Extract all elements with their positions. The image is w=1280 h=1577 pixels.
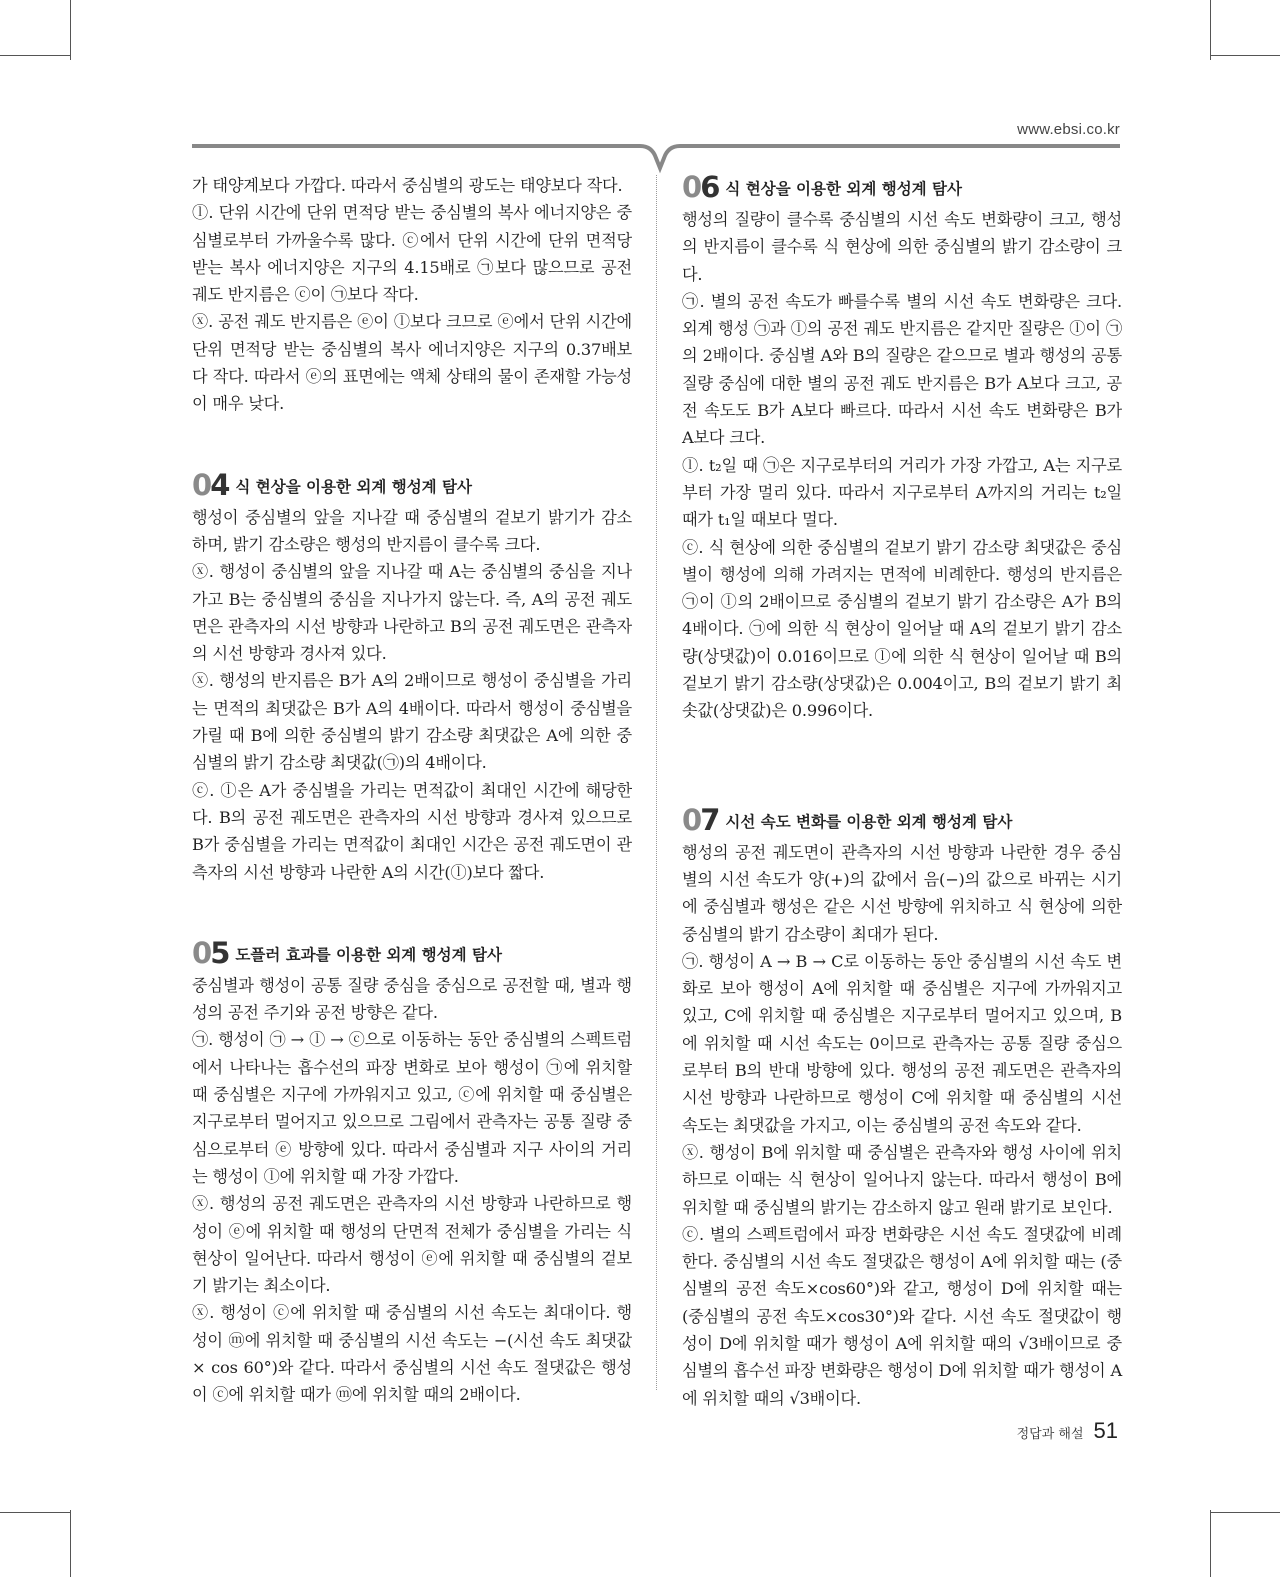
paragraph: ⓧ. 행성의 반지름은 B가 A의 2배이므로 행성이 중심별을 가리는 면적의 최댓값은 B가 A의 4배이다. 따라서 행성이 중심별을 가릴 때 B에 의한 중심별의 밝기 감소량 최댓값은 A에 의한 중심별의 밝기 감소량 최댓값(㉠)의 4배이다. xyxy=(192,671,632,773)
section-heading xyxy=(192,467,632,502)
crop-mark xyxy=(70,1510,71,1577)
crop-mark xyxy=(1210,1512,1280,1513)
paragraph: ⓛ. 단위 시간에 단위 면적당 받는 중심별의 복사 에너지양은 중심별로부터 가까울수록 많다. ⓒ에서 단위 시간에 단위 면적당 받는 복사 에너지양은 지구의 4.15배로 ㉠보다 많으므로 공전 궤도 반지름은 ⓒ이 ㉠보다 작다. xyxy=(192,203,632,305)
page-number: 51 xyxy=(1093,1418,1118,1443)
section-heading xyxy=(192,935,632,970)
page-footer xyxy=(1017,1418,1118,1444)
paragraph: ⓧ. 공전 궤도 반지름은 ⓔ이 ⓛ보다 크므로 ⓔ에서 단위 시간에 단위 면적당 받는 중심별의 복사 에너지양은 지구의 0.37배보다 작다. 따라서 ⓔ의 표면에는 액체 상태의 물이 존재할 가능성이 매우 낮다. xyxy=(192,312,632,414)
section-number: 05 xyxy=(192,935,229,970)
section-heading xyxy=(682,172,1122,202)
crop-mark xyxy=(70,0,71,60)
paragraph: ⓛ. t₂일 때 ㉠은 지구로부터의 거리가 가장 가깝고, A는 지구로부터 가장 멀리 있다. 따라서 지구로부터 A까지의 거리는 t₂일 때가 t₁일 때보다 멀다. xyxy=(682,455,1122,530)
paragraph: 가 태양계보다 가깝다. 따라서 중심별의 광도는 태양보다 작다. xyxy=(192,176,623,195)
left-column xyxy=(192,172,632,1409)
footer-label: 정답과 해설 xyxy=(1016,1427,1084,1442)
paragraph: 행성의 질량이 클수록 중심별의 시선 속도 변화량이 크고, 행성의 반지름이 클수록 식 현상에 의한 중심별의 밝기 감소량이 크다. xyxy=(682,210,1122,284)
crop-mark xyxy=(1210,55,1280,56)
crop-mark xyxy=(1210,1510,1211,1577)
paragraph: ㉠. 별의 공전 속도가 빠를수록 별의 시선 속도 변화량은 크다. 외계 행성 ㉠과 ⓛ의 공전 궤도 반지름은 같지만 질량은 ⓛ이 ㉠의 2배이다. 중심별 A와 B의 질량은 같으므로 별과 행성의 공통 질량 중심에 대한 별의 공전 궤도 반지름은 B가 A보다 크고, 공전 속도도 B가 A보다 빠르다. 따라서 시선 속도 변화량은 B가 A보다 크다. xyxy=(682,291,1122,448)
paragraph: ⓧ. 행성의 공전 궤도면은 관측자의 시선 방향과 나란하므로 행성이 ⓔ에 위치할 때 행성의 단면적 전체가 중심별을 가리는 식 현상이 일어난다. 따라서 행성이 ⓔ에 위치할 때 중심별의 겉보기 밝기는 최소이다. xyxy=(192,1194,632,1296)
paragraph: ⓒ. ⓛ은 A가 중심별을 가리는 면적값이 최대인 시간에 해당한다. B의 공전 궤도면은 관측자의 시선 방향과 경사져 있으므로 B가 중심별을 가리는 면적값이 최대인 시간은 공전 궤도면이 관측자의 시선 방향과 나란한 A의 시간(ⓛ)보다 짧다. xyxy=(192,780,632,882)
section-title: 식 현상을 이용한 외계 행성계 탐사 xyxy=(235,477,472,496)
paragraph: 행성의 공전 궤도면이 관측자의 시선 방향과 나란한 경우 중심별의 시선 속도가 양(+)의 값에서 음(−)의 값으로 바뀌는 시기에 중심별과 행성은 같은 시선 방향에 위치하고 식 현상에 의한 중심별의 밝기 감소량이 최대가 된다. xyxy=(682,842,1122,944)
header-rule xyxy=(0,0,1280,204)
section-number: 07 xyxy=(682,802,719,837)
paragraph: ㉠. 행성이 ㉠ → ⓛ → ⓒ으로 이동하는 동안 중심별의 스펙트럼에서 나타나는 흡수선의 파장 변화로 보아 행성이 ㉠에 위치할 때 중심별은 지구에 가까워지고 있고, ⓒ에 위치할 때 중심별은 지구로부터 멀어지고 있으므로 그림에서 관측자는 공통 질량 중심으로부터 ⓔ 방향에 있다. 따라서 중심별과 지구 사이의 거리는 행성이 ⓛ에 위치할 때 가장 가깝다. xyxy=(192,1030,632,1186)
paragraph: ⓒ. 별의 스펙트럼에서 파장 변화량은 시선 속도 절댓값에 비례한다. 중심별의 시선 속도 절댓값은 행성이 A에 위치할 때는 (중심별의 공전 속도×cos60°)와 같고, 행성이 D에 위치할 때는 (중심별의 공전 속도×cos30°)와 같다. 시선 속도 절댓값이 행성이 D에 위치할 때가 행성이 A에 위치할 때의 √3배이므로 중심별의 흡수선 파장 변화량은 행성이 D에 위치할 때가 행성이 A에 위치할 때의 √3배이다. xyxy=(682,1224,1122,1408)
paragraph: ⓧ. 행성이 중심별의 앞을 지나갈 때 A는 중심별의 중심을 지나가고 B는 중심별의 중심을 지나가지 않는다. 즉, A의 공전 궤도면은 관측자의 시선 방향과 나란하고 B의 공전 궤도면은 관측자의 시선 방향과 경사져 있다. xyxy=(192,562,632,664)
site-url: www.ebsi.co.kr xyxy=(1017,121,1120,138)
section-heading xyxy=(682,802,1122,837)
paragraph: ㉠. 행성이 A → B → C로 이동하는 동안 중심별의 시선 속도 변화로 보아 행성이 A에 위치할 때 중심별은 지구에 가까워지고 있고, C에 위치할 때 중심별은 지구로부터 멀어지고 있으며, B에 위치할 때 시선 속도는 0이므로 관측자는 공통 질량 중심으로부터 B의 반대 방향에 있다. 행성의 공전 궤도면은 관측자의 시선 방향과 나란하므로 행성이 C에 위치할 때 중심별의 시선 속도는 최댓값을 가지고, 이는 중심별의 공전 속도와 같다. xyxy=(682,951,1122,1135)
crop-mark xyxy=(0,55,70,56)
paragraph: 행성이 중심별의 앞을 지나갈 때 중심별의 겉보기 밝기가 감소하며, 밝기 감소량은 행성의 반지름이 클수록 크다. xyxy=(192,507,632,554)
paragraph: ⓧ. 행성이 ⓒ에 위치할 때 중심별의 시선 속도는 최대이다. 행성이 ⓜ에 위치할 때 중심별의 시선 속도는 −(시선 속도 최댓값× cos 60°)와 같다. 따라서 중심별의 시선 속도 절댓값은 행성이 ⓒ에 위치할 때가 ⓜ에 위치할 때의 2배이다. xyxy=(192,1303,632,1405)
crop-mark xyxy=(0,1512,70,1513)
paragraph: ⓧ. 행성이 B에 위치할 때 중심별은 관측자와 행성 사이에 위치하므로 이때는 식 현상이 일어나지 않는다. 따라서 행성이 B에 위치할 때 중심별의 밝기는 감소하지 않고 원래 밝기로 보인다. xyxy=(682,1142,1122,1217)
crop-mark xyxy=(1210,0,1211,60)
paragraph: ⓒ. 식 현상에 의한 중심별의 겉보기 밝기 감소량 최댓값은 중심별이 행성에 의해 가려지는 면적에 비례한다. 행성의 반지름은 ㉠이 ⓛ의 2배이므로 중심별의 겉보기 밝기 감소량은 A가 B의 4배이다. ㉠에 의한 식 현상이 일어날 때 A의 겉보기 밝기 감소량(상댓값)이 0.016이므로 ⓛ에 의한 식 현상이 일어날 때 B의 겉보기 밝기 감소량(상댓값)은 0.004이고, B의 겉보기 밝기 최솟값(상댓값)은 0.996이다. xyxy=(682,537,1122,721)
section-title: 식 현상을 이용한 외계 행성계 탐사 xyxy=(725,180,962,198)
section-title: 도플러 효과를 이용한 외계 행성계 탐사 xyxy=(235,945,502,964)
paragraph: 중심별과 행성이 공통 질량 중심을 중심으로 공전할 때, 별과 행성의 공전 주기와 공전 방향은 같다. xyxy=(192,975,632,1023)
section-number: 04 xyxy=(192,467,229,502)
right-column xyxy=(682,172,1122,1412)
column-divider xyxy=(656,175,657,1390)
section-number: 06 xyxy=(682,170,719,204)
section-title: 시선 속도 변화를 이용한 외계 행성계 탐사 xyxy=(725,812,1013,831)
